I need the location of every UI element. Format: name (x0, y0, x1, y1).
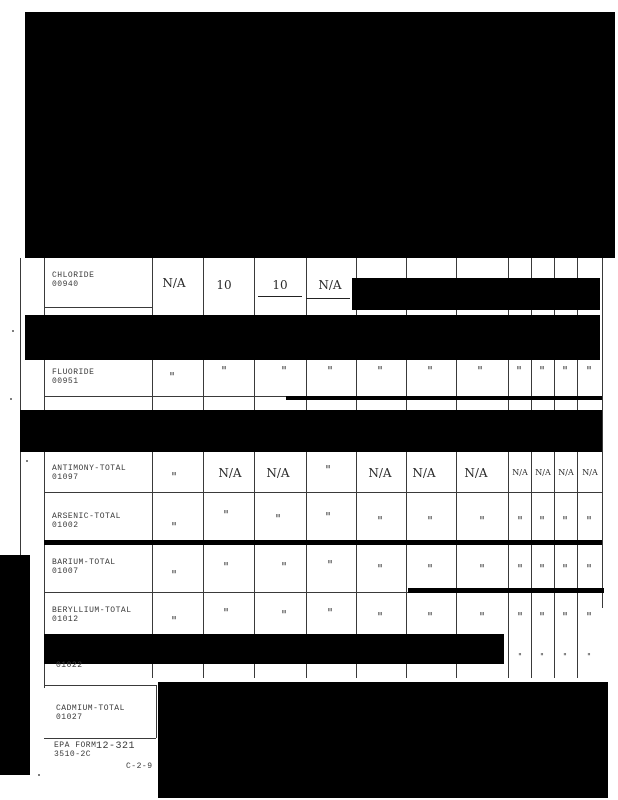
scan-speck (26, 460, 28, 462)
value-cell: " (325, 463, 331, 477)
redaction-strip (44, 540, 602, 545)
parameter-name: ARSENIC-TOTAL (52, 512, 121, 521)
parameter-label (52, 464, 126, 482)
value-cell: " (427, 610, 433, 624)
value-cell: " (327, 364, 333, 378)
parameter-name: FLUORIDE (52, 368, 95, 377)
value-cell: " (517, 562, 523, 576)
value-cell: " (587, 652, 591, 661)
value-cell: " (518, 652, 522, 661)
page-mark: C-2-9 (126, 762, 153, 771)
col-line (156, 685, 157, 738)
redaction-band-3 (44, 634, 504, 664)
value-cell: " (223, 606, 229, 620)
scan-speck (12, 330, 14, 332)
row-line (44, 685, 156, 686)
row-line (44, 492, 602, 493)
value-cell: " (562, 364, 568, 378)
redaction-top (25, 12, 615, 258)
form-label: EPA FORM (54, 741, 97, 750)
redaction-strip (408, 588, 604, 593)
parameter-code: 01012 (52, 615, 79, 624)
value-cell: N/A (535, 468, 551, 477)
value-cell: " (562, 610, 568, 624)
value-cell: " (325, 510, 331, 524)
value-underline (306, 298, 350, 299)
value-cell: " (586, 514, 592, 528)
parameter-code: 00951 (52, 377, 79, 386)
parameter-label (52, 606, 132, 624)
value-cell: " (479, 562, 485, 576)
value-cell: N/A (558, 468, 574, 477)
value-cell: " (516, 364, 522, 378)
value-cell: " (223, 508, 229, 522)
value-cell: " (275, 512, 281, 526)
parameter-name: BERYLLIUM-TOTAL (52, 606, 132, 615)
value-cell: " (327, 606, 333, 620)
value-cell: " (427, 514, 433, 528)
value-cell: " (377, 562, 383, 576)
value-cell: " (586, 610, 592, 624)
value-cell: N/A (412, 466, 436, 480)
parameter-code: 01027 (56, 713, 83, 722)
value-cell: " (539, 364, 545, 378)
value-cell: N/A (318, 278, 342, 292)
scan-speck (38, 774, 40, 776)
parameter-code: 01002 (52, 521, 79, 530)
parameter-label (52, 558, 116, 576)
value-cell: " (169, 370, 175, 384)
parameter-code: 00940 (52, 280, 79, 289)
value-cell: N/A (218, 466, 242, 480)
parameter-label (52, 271, 94, 289)
redaction-strip (286, 396, 602, 400)
value-cell: " (427, 364, 433, 378)
value-cell: " (281, 560, 287, 574)
value-cell: " (563, 652, 567, 661)
value-cell: " (517, 610, 523, 624)
parameter-name: BARIUM-TOTAL (52, 558, 116, 567)
value-underline (258, 296, 302, 297)
value-cell: " (427, 562, 433, 576)
parameter-code: 01022 (56, 661, 83, 670)
value-cell: " (562, 514, 568, 528)
value-cell: N/A (464, 466, 488, 480)
value-cell: " (477, 364, 483, 378)
parameter-label (52, 368, 94, 386)
value-cell: N/A (266, 466, 290, 480)
scan-speck (10, 398, 12, 400)
value-cell: N/A (582, 468, 598, 477)
form-number: 3510-2C (54, 750, 92, 759)
redaction-band-2 (20, 410, 602, 452)
redaction-band-1 (25, 315, 600, 360)
value-cell: " (281, 608, 287, 622)
value-cell: " (223, 560, 229, 574)
value-cell: " (171, 614, 177, 628)
parameter-name: CHLORIDE (52, 271, 95, 280)
value-cell: " (377, 610, 383, 624)
parameter-label (56, 704, 125, 722)
value-cell: " (377, 514, 383, 528)
parameter-code: 01097 (52, 473, 79, 482)
form-left-border (20, 258, 21, 558)
parameter-label (52, 512, 121, 530)
value-cell: " (479, 514, 485, 528)
value-cell: " (539, 562, 545, 576)
parameter-name: CADMIUM-TOTAL (56, 704, 125, 713)
value-cell: N/A (368, 466, 392, 480)
value-cell: 10 (272, 278, 288, 292)
row-line (44, 307, 152, 308)
value-cell: " (540, 652, 544, 661)
parameter-name: ANTIMONY-TOTAL (52, 464, 127, 473)
form-identifier (54, 741, 96, 759)
value-cell: N/A (162, 276, 186, 290)
value-cell: N/A (512, 468, 528, 477)
value-cell: " (586, 364, 592, 378)
row-line (44, 738, 156, 739)
parameter-label (56, 661, 83, 670)
value-cell: " (586, 562, 592, 576)
value-cell: " (517, 514, 523, 528)
value-cell: 10 (216, 278, 232, 292)
redaction-bottom-left (0, 555, 30, 775)
value-cell: " (171, 520, 177, 534)
value-cell: " (479, 610, 485, 624)
redaction-bottom-right (158, 682, 608, 798)
value-cell: " (171, 568, 177, 582)
value-cell: " (539, 514, 545, 528)
col-line (602, 258, 603, 608)
value-cell: " (221, 364, 227, 378)
redaction-chloride-right (352, 278, 600, 310)
value-cell: " (327, 558, 333, 572)
form-stamp: 12-321 (96, 741, 136, 752)
value-cell: " (171, 470, 177, 484)
value-cell: " (539, 610, 545, 624)
value-cell: " (562, 562, 568, 576)
value-cell: " (281, 364, 287, 378)
value-cell: " (377, 364, 383, 378)
parameter-code: 01007 (52, 567, 79, 576)
